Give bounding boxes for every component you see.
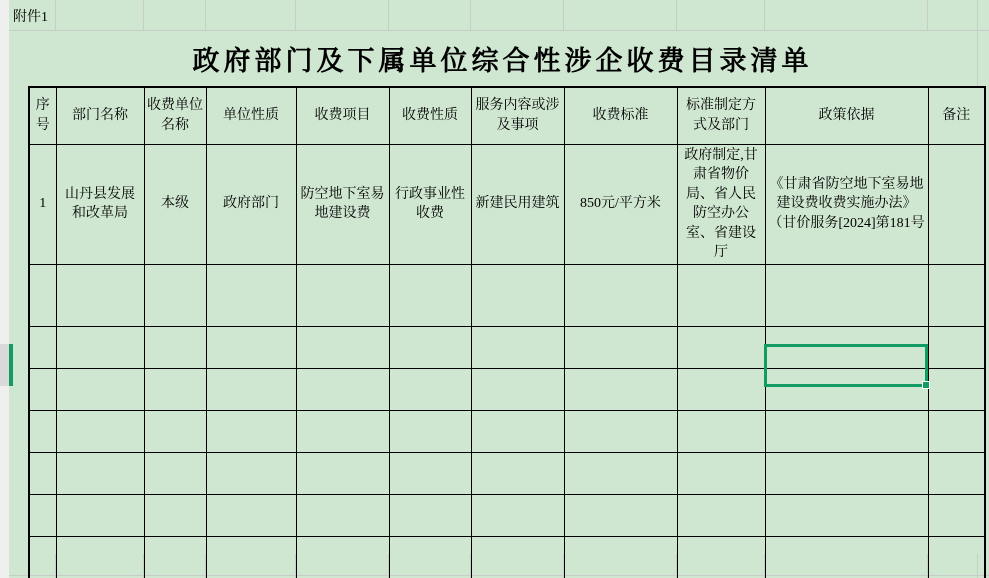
- gridline: [295, 0, 296, 30]
- empty-cell[interactable]: [29, 495, 56, 537]
- empty-cell[interactable]: [564, 537, 677, 578]
- empty-cell[interactable]: [296, 411, 389, 453]
- header-standard-maker[interactable]: 标准制定方式及部门: [677, 87, 765, 144]
- empty-cell[interactable]: [928, 369, 985, 411]
- cell-charging-unit[interactable]: 本级: [144, 144, 206, 265]
- empty-cell[interactable]: [389, 265, 471, 327]
- empty-cell[interactable]: [56, 495, 144, 537]
- empty-cell[interactable]: [144, 495, 206, 537]
- empty-table-row: [29, 495, 985, 537]
- cell-unit-nature[interactable]: 政府部门: [206, 144, 296, 265]
- cell-standard-maker[interactable]: 政府制定,甘肃省物价局、省人民防空办公室、省建设厅: [677, 144, 765, 265]
- empty-cell[interactable]: [765, 265, 928, 327]
- gridline: [563, 0, 564, 30]
- empty-cell[interactable]: [471, 537, 564, 578]
- empty-cell[interactable]: [928, 327, 985, 369]
- selected-row-margin: [0, 344, 9, 386]
- empty-cell[interactable]: [389, 537, 471, 578]
- empty-cell[interactable]: [56, 265, 144, 327]
- empty-cell[interactable]: [928, 265, 985, 327]
- empty-cell[interactable]: [928, 537, 985, 578]
- empty-cell[interactable]: [144, 453, 206, 495]
- empty-cell[interactable]: [564, 327, 677, 369]
- empty-cell[interactable]: [471, 265, 564, 327]
- cell-department[interactable]: 山丹县发展和改革局: [56, 144, 144, 265]
- empty-cell[interactable]: [765, 453, 928, 495]
- cell-remark[interactable]: [928, 144, 985, 265]
- empty-table-row: [29, 411, 985, 453]
- table-header-row: [29, 87, 985, 144]
- empty-cell[interactable]: [564, 369, 677, 411]
- empty-cell[interactable]: [564, 495, 677, 537]
- empty-cell[interactable]: [928, 411, 985, 453]
- empty-cell[interactable]: [29, 369, 56, 411]
- header-charging-unit[interactable]: 收费单位名称: [144, 87, 206, 144]
- empty-cell[interactable]: [29, 265, 56, 327]
- empty-cell[interactable]: [29, 411, 56, 453]
- empty-cell[interactable]: [206, 327, 296, 369]
- empty-cell[interactable]: [56, 369, 144, 411]
- empty-cell[interactable]: [144, 411, 206, 453]
- gridline: [205, 0, 206, 30]
- header-fee-item[interactable]: 收费项目: [296, 87, 389, 144]
- fill-handle[interactable]: [922, 381, 930, 389]
- empty-cell[interactable]: [765, 537, 928, 578]
- empty-cell[interactable]: [471, 495, 564, 537]
- fee-table: [28, 86, 986, 578]
- header-department[interactable]: 部门名称: [56, 87, 144, 144]
- empty-cell[interactable]: [928, 453, 985, 495]
- empty-cell[interactable]: [471, 453, 564, 495]
- empty-cell[interactable]: [56, 327, 144, 369]
- empty-cell[interactable]: [389, 411, 471, 453]
- empty-cell[interactable]: [56, 453, 144, 495]
- cell-seq[interactable]: 1: [29, 144, 56, 265]
- empty-cell[interactable]: [144, 369, 206, 411]
- gridline: [388, 0, 389, 30]
- empty-cell[interactable]: [389, 495, 471, 537]
- empty-cell[interactable]: [564, 411, 677, 453]
- header-fee-standard[interactable]: 收费标准: [564, 87, 677, 144]
- empty-cell[interactable]: [677, 411, 765, 453]
- header-unit-nature[interactable]: 单位性质: [206, 87, 296, 144]
- empty-cell[interactable]: [471, 327, 564, 369]
- empty-cell[interactable]: [29, 327, 56, 369]
- attachment-label[interactable]: 附件1: [13, 10, 48, 25]
- empty-cell[interactable]: [389, 369, 471, 411]
- empty-cell[interactable]: [56, 411, 144, 453]
- empty-cell[interactable]: [765, 495, 928, 537]
- table-row: [29, 144, 985, 265]
- empty-cell[interactable]: [206, 411, 296, 453]
- gridline: [676, 0, 677, 30]
- empty-cell[interactable]: [765, 411, 928, 453]
- empty-cell[interactable]: [296, 537, 389, 578]
- selected-row-indicator: [9, 344, 13, 386]
- empty-cell[interactable]: [206, 453, 296, 495]
- page-title[interactable]: 政府部门及下属单位综合性涉企收费目录清单: [192, 45, 813, 76]
- header-fee-nature[interactable]: 收费性质: [389, 87, 471, 144]
- empty-cell[interactable]: [564, 265, 677, 327]
- empty-cell[interactable]: [677, 453, 765, 495]
- empty-cell[interactable]: [144, 327, 206, 369]
- empty-cell[interactable]: [206, 495, 296, 537]
- empty-cell[interactable]: [206, 369, 296, 411]
- empty-cell[interactable]: [677, 265, 765, 327]
- cell-fee-standard[interactable]: 850元/平方米: [564, 144, 677, 265]
- header-service-content[interactable]: 服务内容或涉及事项: [471, 87, 564, 144]
- cell-policy-basis[interactable]: 《甘肃省防空地下室易地建设费收费实施办法》（甘价服务[2024]第181号: [765, 144, 928, 265]
- empty-cell[interactable]: [677, 327, 765, 369]
- cell-fee-nature[interactable]: 行政事业性收费: [389, 144, 471, 265]
- empty-cell[interactable]: [144, 265, 206, 327]
- gridline: [470, 0, 471, 30]
- empty-table-row: [29, 265, 985, 327]
- header-seq[interactable]: 序号: [29, 87, 56, 144]
- empty-table-row: [29, 537, 985, 578]
- empty-cell[interactable]: [296, 265, 389, 327]
- gridline: [927, 0, 928, 30]
- selected-cell-outline[interactable]: [764, 344, 928, 387]
- header-policy-basis[interactable]: 政策依据: [765, 87, 928, 144]
- empty-cell[interactable]: [296, 453, 389, 495]
- empty-cell[interactable]: [389, 453, 471, 495]
- gridline: [143, 0, 144, 30]
- empty-cell[interactable]: [471, 411, 564, 453]
- empty-cell[interactable]: [677, 369, 765, 411]
- empty-cell[interactable]: [206, 537, 296, 578]
- gridline: [764, 0, 765, 30]
- empty-cell[interactable]: [206, 265, 296, 327]
- empty-cell[interactable]: [471, 369, 564, 411]
- header-remark[interactable]: 备注: [928, 87, 985, 144]
- empty-cell[interactable]: [296, 369, 389, 411]
- empty-cell[interactable]: [56, 537, 144, 578]
- cell-service-content[interactable]: 新建民用建筑: [471, 144, 564, 265]
- empty-cell[interactable]: [928, 495, 985, 537]
- left-margin: [0, 0, 9, 578]
- empty-cell[interactable]: [677, 495, 765, 537]
- cell-fee-item[interactable]: 防空地下室易地建设费: [296, 144, 389, 265]
- empty-cell[interactable]: [564, 453, 677, 495]
- empty-cell[interactable]: [296, 327, 389, 369]
- gridline: [977, 0, 978, 86]
- empty-cell[interactable]: [677, 537, 765, 578]
- empty-cell[interactable]: [29, 537, 56, 578]
- empty-cell[interactable]: [389, 327, 471, 369]
- empty-table-row: [29, 453, 985, 495]
- empty-cell[interactable]: [29, 453, 56, 495]
- empty-cell[interactable]: [296, 495, 389, 537]
- empty-cell[interactable]: [144, 537, 206, 578]
